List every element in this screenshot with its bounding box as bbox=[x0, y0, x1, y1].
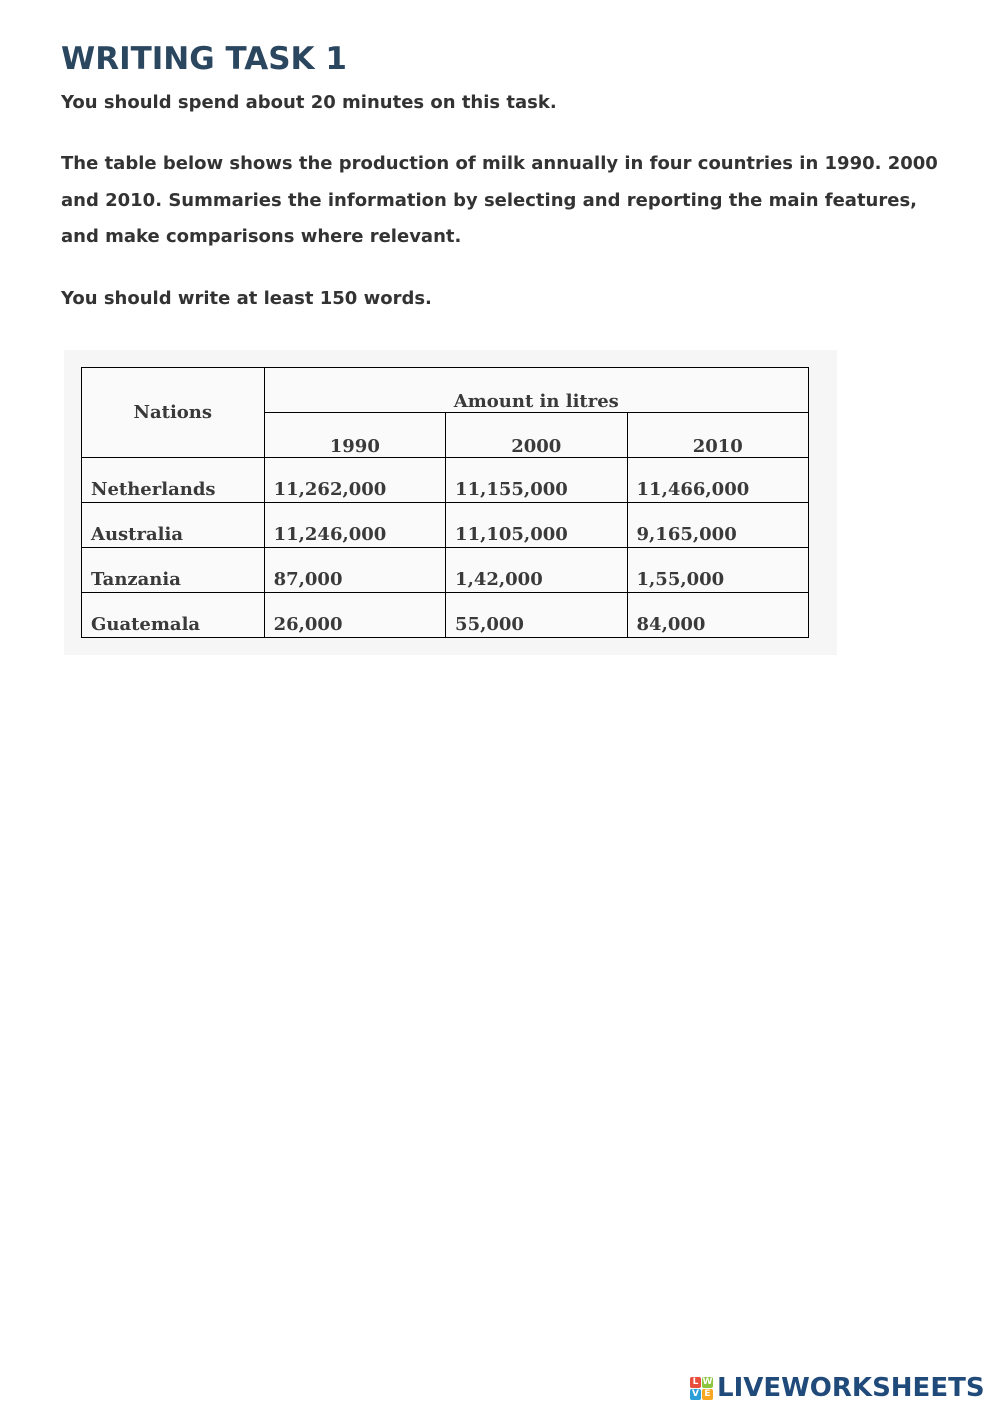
table-header-row bbox=[82, 368, 809, 413]
year-header: 1990 bbox=[264, 413, 445, 458]
value-cell: 1,55,000 bbox=[627, 548, 808, 593]
logo-wordmark: LIVEWORKSHEETS bbox=[717, 1373, 985, 1403]
value-cell: 11,155,000 bbox=[446, 458, 627, 503]
table-row bbox=[82, 503, 809, 548]
logo-tile: L bbox=[690, 1377, 701, 1388]
task-prompt: The table below shows the production of milk annually in four countries in 1990. 2000 and 2010. Summaries the information by selecting and reporting the main features, and make comparisons where relevant. bbox=[61, 153, 938, 247]
nation-cell: Australia bbox=[82, 503, 265, 548]
value-cell: 11,466,000 bbox=[627, 458, 808, 503]
liveworksheets-logo[interactable] bbox=[690, 1372, 985, 1404]
year-header: 2010 bbox=[627, 413, 808, 458]
value-cell: 84,000 bbox=[627, 593, 808, 638]
nations-header: Nations bbox=[82, 368, 265, 458]
logo-tile: E bbox=[702, 1389, 713, 1400]
liveworksheets-logo-icon bbox=[690, 1377, 713, 1400]
value-cell: 11,262,000 bbox=[264, 458, 445, 503]
page-title: WRITING TASK 1 bbox=[61, 41, 347, 77]
logo-tile: W bbox=[702, 1376, 713, 1387]
value-cell: 11,246,000 bbox=[264, 503, 445, 548]
value-cell: 55,000 bbox=[446, 593, 627, 638]
amount-header: Amount in litres bbox=[264, 368, 808, 413]
table-row bbox=[82, 548, 809, 593]
nation-cell: Guatemala bbox=[82, 593, 265, 638]
value-cell: 87,000 bbox=[264, 548, 445, 593]
year-header: 2000 bbox=[446, 413, 627, 458]
value-cell: 9,165,000 bbox=[627, 503, 808, 548]
table-image-panel bbox=[64, 350, 837, 655]
milk-production-table bbox=[81, 367, 809, 638]
table-row bbox=[82, 593, 809, 638]
value-cell: 11,105,000 bbox=[446, 503, 627, 548]
value-cell: 1,42,000 bbox=[446, 548, 627, 593]
logo-tile: V bbox=[690, 1389, 701, 1400]
nation-cell: Tanzania bbox=[82, 548, 265, 593]
nation-cell: Netherlands bbox=[82, 458, 265, 503]
time-instruction: You should spend about 20 minutes on this task. bbox=[61, 92, 557, 113]
table-row bbox=[82, 458, 809, 503]
word-count-instruction: You should write at least 150 words. bbox=[61, 288, 432, 309]
value-cell: 26,000 bbox=[264, 593, 445, 638]
